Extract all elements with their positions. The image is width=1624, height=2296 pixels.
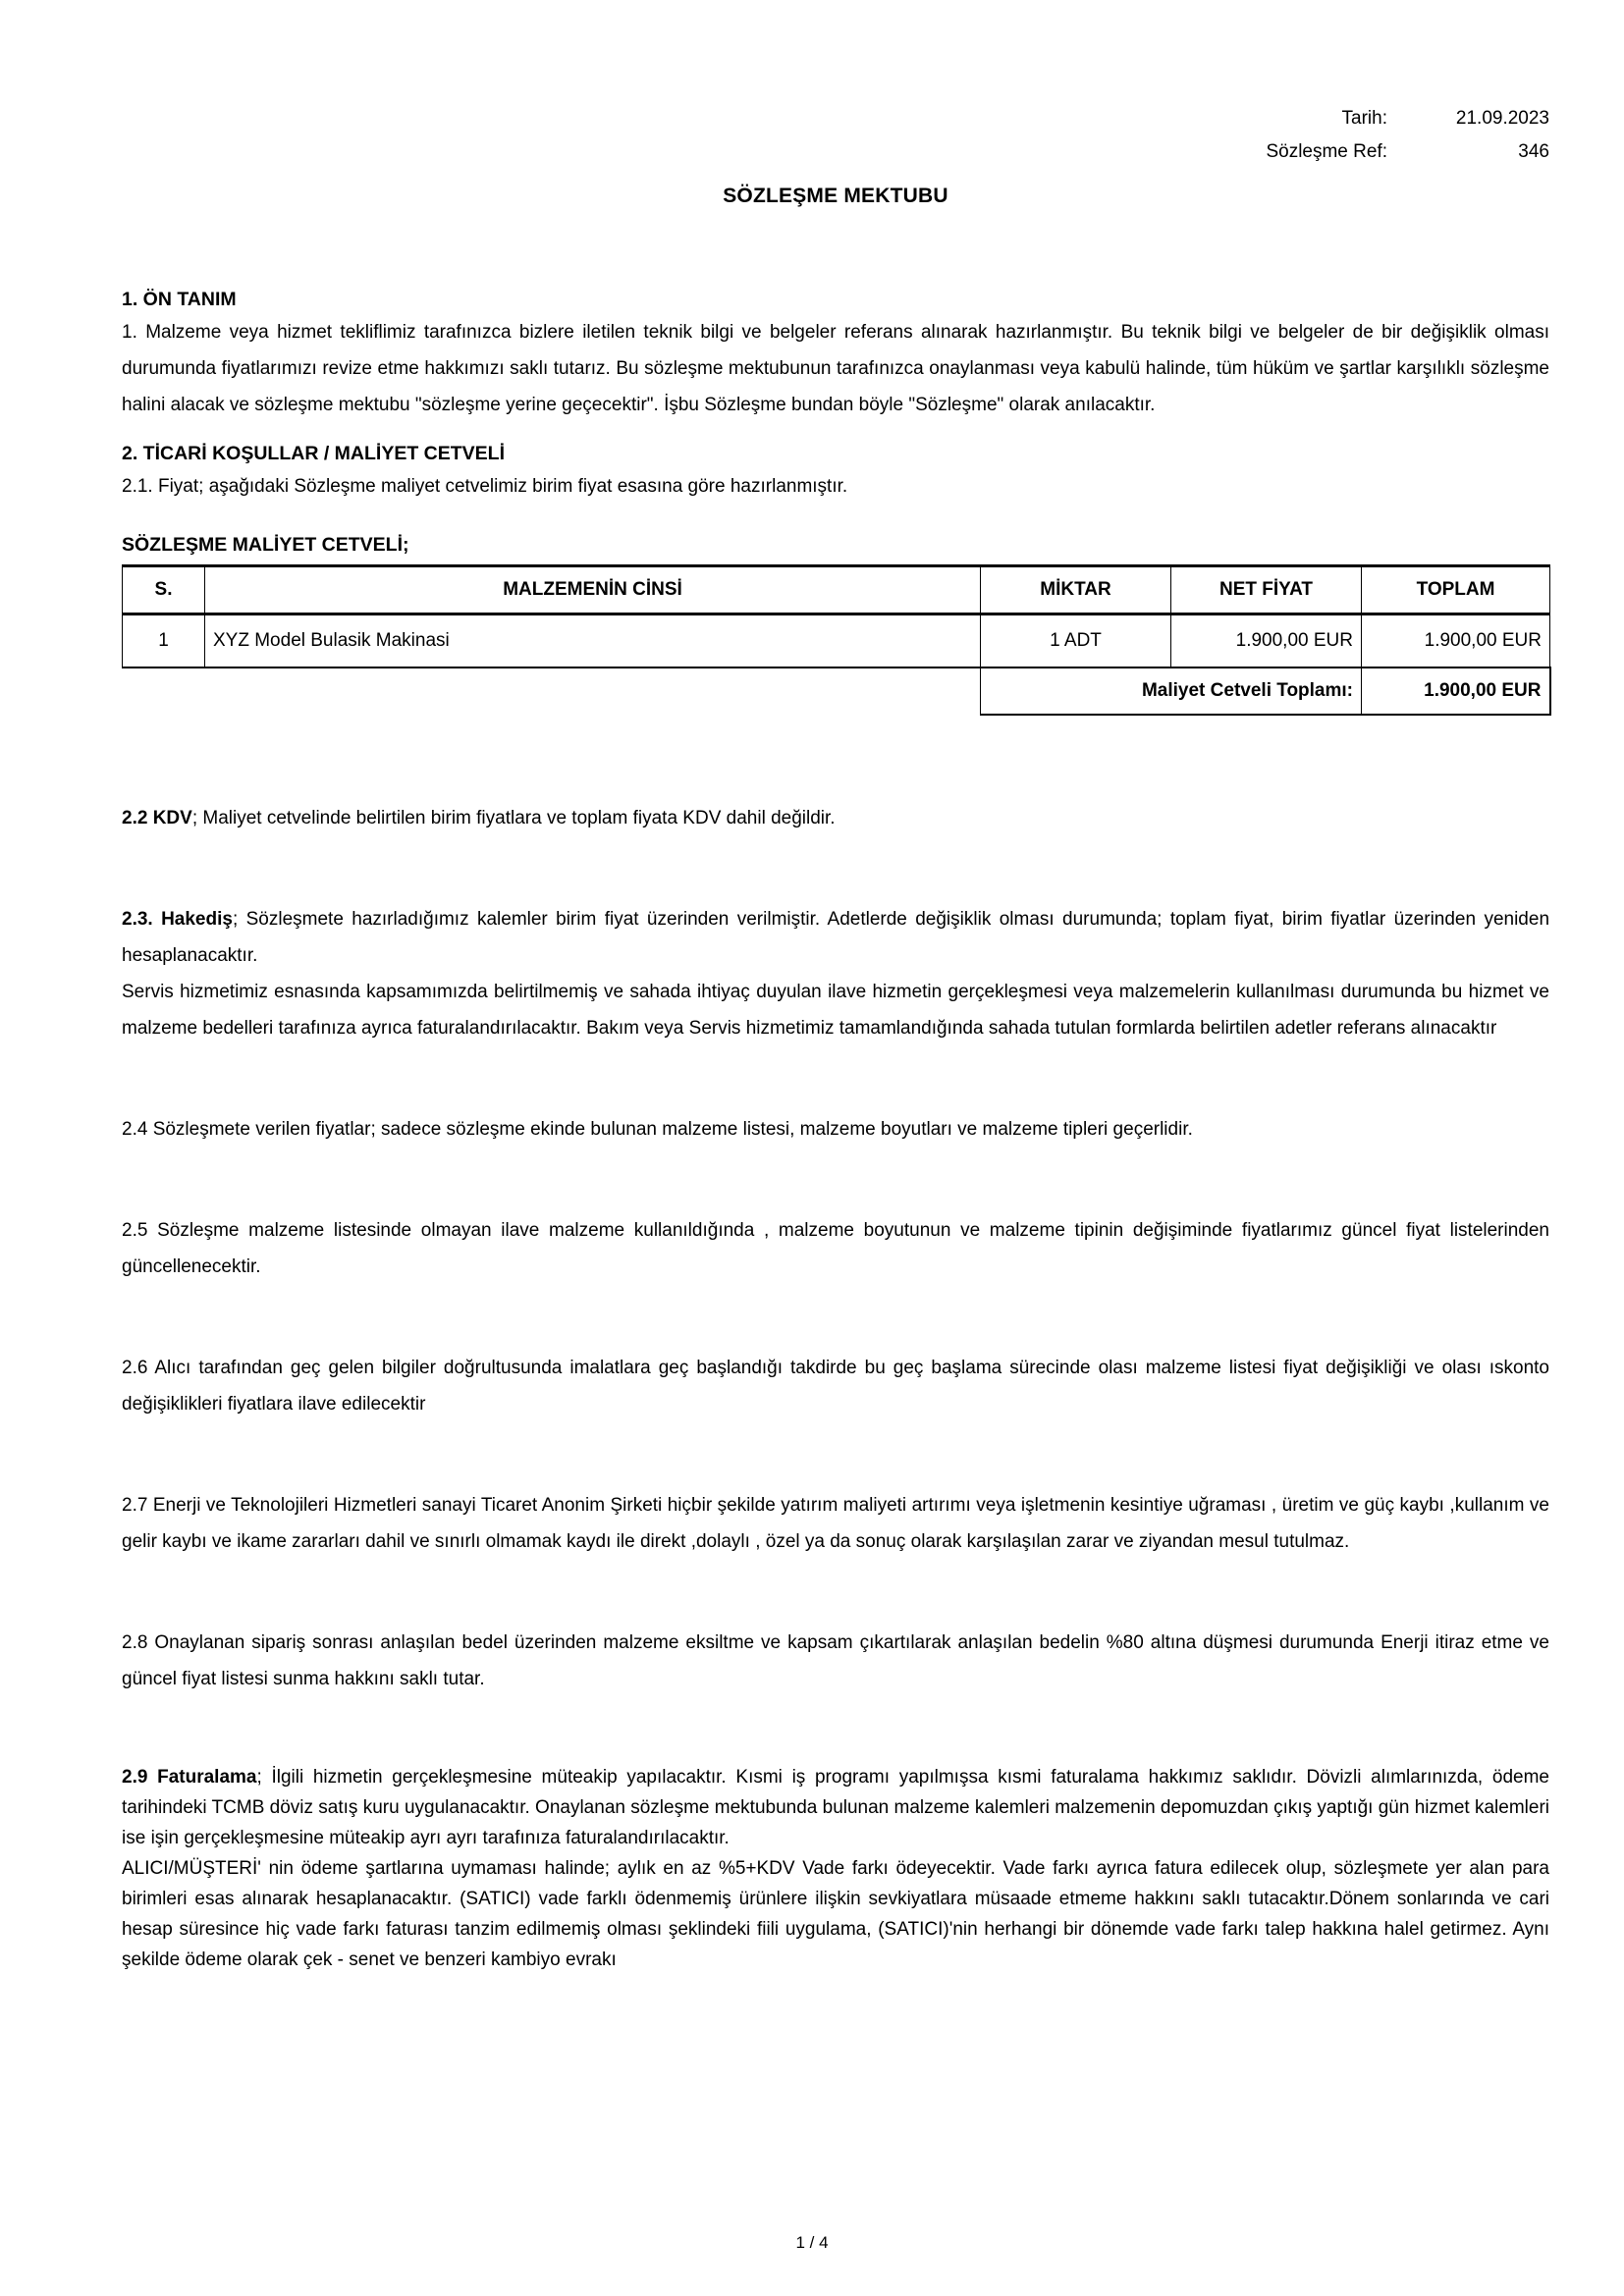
clause-2-3-paragraph	[122, 901, 1549, 974]
clause-2-4	[122, 1111, 1549, 1148]
date-row	[122, 102, 1549, 135]
total-row-spacer	[205, 667, 981, 715]
date-value: 21.09.2023	[1455, 108, 1549, 129]
cell-net: 1.900,00 EUR	[1171, 614, 1362, 668]
clause-2-5	[122, 1212, 1549, 1285]
clause-2-3-lead: 2.3. Hakediş	[122, 909, 233, 930]
col-header-total: TOPLAM	[1362, 566, 1550, 614]
clause-2-6-paragraph: 2.6 Alıcı tarafından geç gelen bilgiler doğrultusunda imalatlara geç başlandığı takdirde bu geç başlama sürecinde olası malzeme listesi fiyat değişikliği ve olası ıskonto değişiklikleri fiyatlara ilave edilecektir	[122, 1358, 1549, 1415]
col-header-item: MALZEMENİN CİNSİ	[205, 566, 981, 614]
total-label: Maliyet Cetveli Toplamı:	[981, 667, 1362, 715]
clause-2-1-paragraph: 2.1. Fiyat; aşağıdaki Sözleşme maliyet cetvelimiz birim fiyat esasına göre hazırlanmıştır.	[122, 476, 848, 497]
cell-qty: 1 ADT	[981, 614, 1171, 668]
cell-total: 1.900,00 EUR	[1362, 614, 1550, 668]
section-1-heading: 1. ÖN TANIM	[122, 289, 237, 310]
section-2-heading: 2. TİCARİ KOŞULLAR / MALİYET CETVELİ	[122, 443, 506, 464]
document-meta	[122, 102, 1549, 169]
clause-2-6	[122, 1350, 1549, 1422]
clause-2-9-paragraph	[122, 1762, 1549, 1853]
cost-table	[122, 564, 1551, 716]
ref-value: 346	[1518, 141, 1549, 162]
clause-2-3-continuation: Servis hizmetimiz esnasında kapsamımızda belirtilmemiş ve sahada ihtiyaç duyulan ilave hizmetin gerçekleşmesi veya malzemelerin kullanılması durumunda bu hizmet ve malzeme bedelleri tarafınıza ayrıca faturalandırılacaktır. Bakım veya Servis hizmetimiz tamamlandığında sahada tutulan formlarda belirtilen adetler referans alınacaktır	[122, 982, 1549, 1039]
clause-2-4-paragraph: 2.4 Sözleşmete verilen fiyatlar; sadece sözleşme ekinde bulunan malzeme listesi, malzeme boyutları ve malzeme tipleri geçerlidir.	[122, 1119, 1193, 1140]
col-header-net: NET FİYAT	[1171, 566, 1362, 614]
clause-2-7	[122, 1487, 1549, 1560]
clause-2-5-paragraph: 2.5 Sözleşme malzeme listesinde olmayan ilave malzeme kullanıldığında , malzeme boyutunun ve malzeme tipinin değişiminde fiyatlarımız güncel fiyat listelerinden güncellenecektir.	[122, 1220, 1549, 1277]
clause-2-2-lead: 2.2 KDV	[122, 808, 192, 828]
clause-2-2	[122, 800, 1549, 836]
page-title: SÖZLEŞME MEKTUBU	[723, 185, 948, 207]
clause-2-9	[122, 1762, 1549, 1975]
page-content	[122, 102, 1549, 1975]
cost-table-heading: SÖZLEŞME MALİYET CETVELİ;	[122, 534, 409, 556]
date-label: Tarih:	[1341, 108, 1387, 129]
clause-2-2-text: ; Maliyet cetvelinde belirtilen birim fiyatlara ve toplam fiyata KDV dahil değildir.	[191, 808, 836, 828]
col-header-no: S.	[123, 566, 205, 614]
clause-2-7-paragraph: 2.7 Enerji ve Teknolojileri Hizmetleri sanayi Ticaret Anonim Şirketi hiçbir şekilde yatırım maliyeti artırımı veya işletmenin kesintiye uğraması , üretim ve güç kaybı ,kullanım ve gelir kaybı ve ikame zararları dahil ve sınırlı olmamak kaydı ile direkt ,dolaylı , özel ya da sonuç olarak karşılaşılan zarar ve ziyandan mesul tutulmaz.	[122, 1495, 1549, 1552]
ref-label: Sözleşme Ref:	[1266, 141, 1387, 162]
clause-2-3-text: ; Sözleşmete hazırladığımız kalemler birim fiyat üzerinden verilmiştir. Adetlerde değişiklik olması durumunda; toplam fiyat, birim fiyatlar üzerinden yeniden hesaplanacaktır.	[122, 909, 1550, 966]
clause-2-9-lead: 2.9 Faturalama	[122, 1767, 257, 1788]
clause-2-8-paragraph: 2.8 Onaylanan sipariş sonrası anlaşılan bedel üzerinden malzeme eksiltme ve kapsam çıkartılarak anlaşılan bedelin %80 altına düşmesi durumunda Enerji itiraz etme ve güncel fiyat listesi sunma hakkını saklı tutar.	[122, 1632, 1549, 1689]
ref-row	[122, 135, 1549, 169]
clause-2-8	[122, 1625, 1549, 1697]
clause-2-9-text: ; İlgili hizmetin gerçekleşmesine müteakip yapılacaktır. Kısmi iş programı yapılmışsa kısmi faturalama hakkımız saklıdır. Dövizli alımlarınızda, ödeme tarihindeki TCMB döviz satış kuru uygulanacaktır. Onaylanan sözleşme mektubunda bulunan malzeme kalemleri malzemenin depomuzdan çıkış yaptığı gün hizmet kalemleri ise işin gerçekleşmesine müteakip ayrı ayrı tarafınıza faturalandırılacaktır.	[122, 1767, 1549, 1848]
cost-table-header-row	[123, 566, 1550, 614]
cell-item: XYZ Model Bulasik Makinasi	[205, 614, 981, 668]
section-1-paragraph: 1. Malzeme veya hizmet tekliflimiz tarafınızca bizlere iletilen teknik bilgi ve belgeler referans alınarak hazırlanmıştır. Bu teknik bilgi ve belgeler de bir değişiklik olması durumunda fiyatlarımızı revize etme hakkımızı saklı tutarız. Bu sözleşme mektubunun tarafınızca onaylanması veya kabulü halinde, tüm hüküm ve şartlar karşılıklı sözleşme halini alacak ve sözleşme mektubu "sözleşme yerine geçecektir". İşbu Sözleşme bundan böyle "Sözleşme" olarak anılacaktır.	[122, 322, 1549, 415]
clause-2-2-paragraph	[122, 800, 1549, 836]
cell-no: 1	[123, 614, 205, 668]
cost-table-total-row	[123, 667, 1550, 715]
page-number: 1 / 4	[795, 2233, 829, 2252]
clause-2-3	[122, 901, 1549, 1046]
total-value: 1.900,00 EUR	[1362, 667, 1550, 715]
total-row-spacer	[123, 667, 205, 715]
table-row	[123, 614, 1550, 668]
clause-2-9-continuation: ALICI/MÜŞTERİ' nin ödeme şartlarına uymaması halinde; aylık en az %5+KDV Vade farkı ödeyecektir. Vade farkı ayrıca fatura edilecek olup, sözleşmete yer alan para birimleri esas alınarak hesaplanacaktır. (SATICI) vade farklı ödenmemiş ürünlere ilişkin sevkiyatlara müsaade etmeme hakkını saklı tutacaktır.Dönem sonlarında ve cari hesap süresince hiç vade farkı faturası tanzim edilmemiş olması şeklindeki fiili uygulama, (SATICI)'nin herhangi bir dönemde vade farkı talep hakkına halel getirmez. Aynı şekilde ödeme olarak çek - senet ve benzeri kambiyo evrakı	[122, 1858, 1549, 1970]
col-header-qty: MİKTAR	[981, 566, 1171, 614]
